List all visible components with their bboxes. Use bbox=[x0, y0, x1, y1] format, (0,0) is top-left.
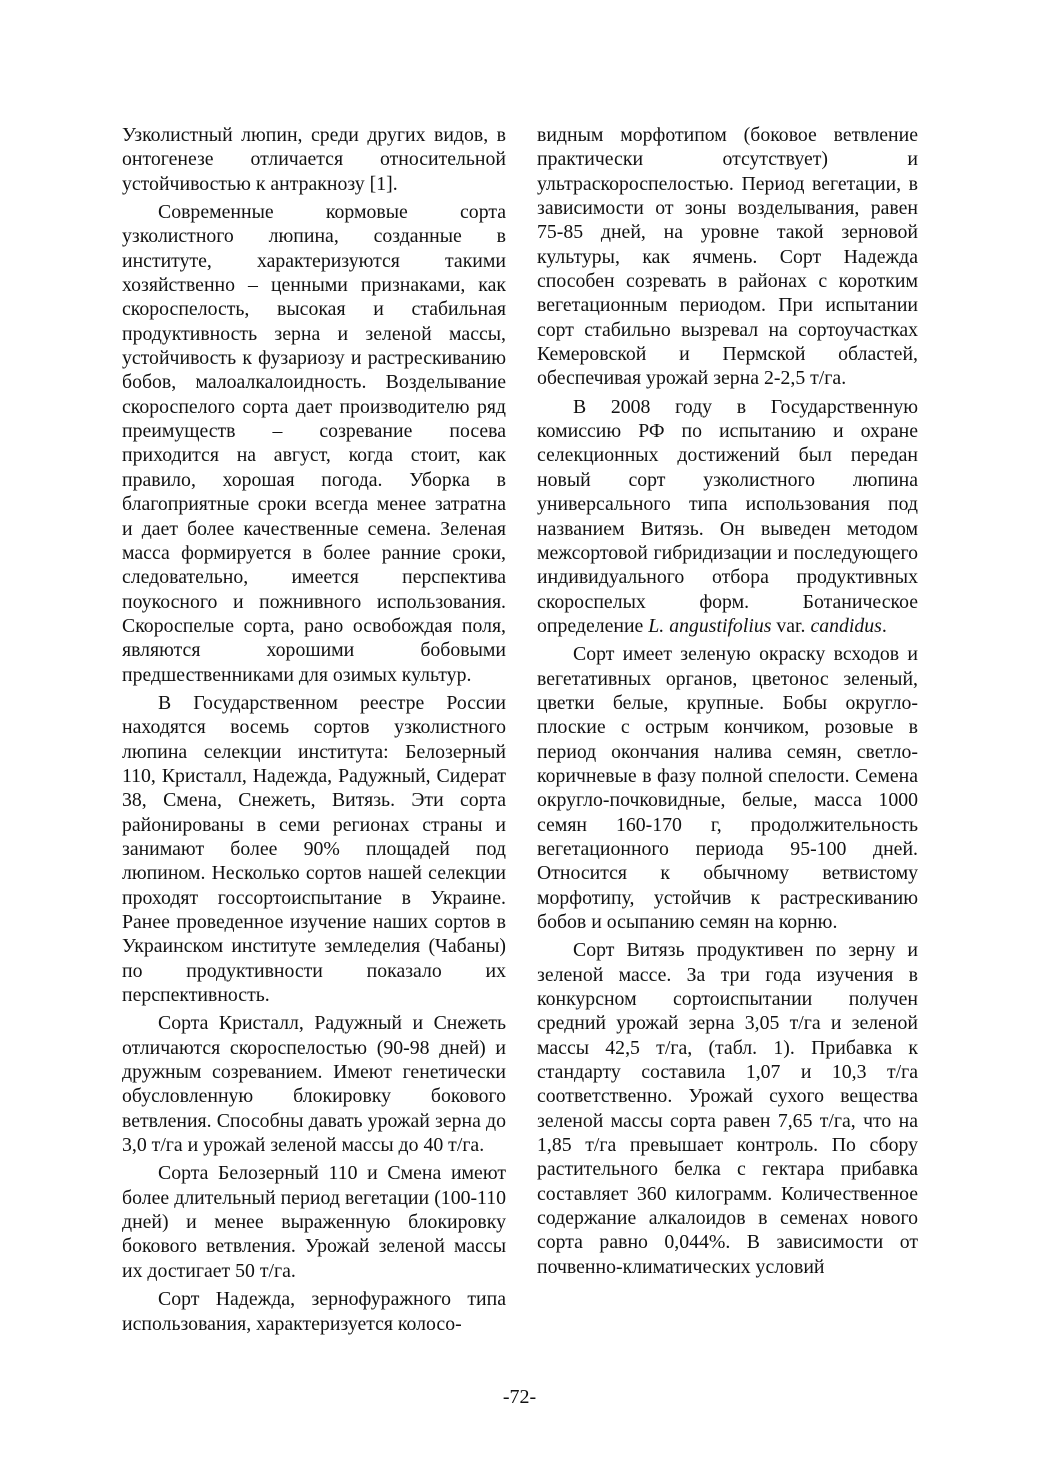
paragraph: Узколистный люпин, среди других видов, в онтогенезе отличается относительной устойчивостью к антракнозу [1]. bbox=[122, 124, 506, 195]
paragraph: Сорт имеет зеленую окраску всходов и вегетативных органов, цветонос зеленый, цветки белые, крупные. Бобы округло-плоские с острым кончиком, розовые в период окончания налива семян, светло-коричневые в фазу полной спелости. Семена округло-почковидные, белые, масса 1000 семян 160-170 г, продолжительность вегетационного периода 95-100 дней. Относится к обычному ветвистому морфотипу, устойчив к растрескиванию бобов и осыпанию семян на корню. bbox=[537, 643, 918, 933]
paragraph: Сорта Белозерный 110 и Смена имеют более длительный период вегетации (100-110 дней) и менее выраженную блокировку бокового ветвления. Урожай зеленой массы их достигает 50 т/га. bbox=[122, 1162, 506, 1282]
paragraph: В Государственном реестре России находятся восемь сортов узколистного люпина селекции института: Белозерный 110, Кристалл, Надежда, Радужный, Сидерат 38, Смена, Снежеть, Витязь. Эти сорта районированы в семи регионах страны и занимают более 90% площадей под люпином. Несколько сортов нашей селекции проходят госсортоиспытание в Украине. Ранее проведенное изучение наших сортов в Украинском институте земледелия (Чабаны) по продуктивности показало их перспективность. bbox=[122, 691, 506, 1007]
paragraph: Сорта Кристалл, Радужный и Снежеть отличаются скороспелостью (90-98 дней) и дружным созреванием. Имеют генетически обусловленную блокировку бокового ветвления. Способны давать урожай зерна до 3,0 т/га и урожай зеленой массы до 40 т/га. bbox=[122, 1012, 506, 1157]
right-text-column bbox=[537, 123, 918, 1279]
paragraph: В 2008 году в Государственную комиссию РФ по испытанию и охране селекционных достижений был передан новый сорт узколистного люпина универсального типа использования под названием Витязь. Он выведен методом межсортовой гибридизации и последующего индивидуального отбора продуктивных скороспелых форм. Ботаническое определение L. angustifolius var. candidus. bbox=[537, 395, 918, 637]
paragraph: Сорт Надежда, зернофуражного типа использования, характеризуется колосо- bbox=[122, 1288, 506, 1335]
variety-abbreviation: var. bbox=[776, 614, 806, 637]
paragraph: Современные кормовые сорта узколистного люпина, созданные в институте, характеризуются такими хозяйственно – ценными признаками, как скороспелость, высокая и стабильная продуктивность зерна и зеленой массы, устойчивость к фузариозу и растрескиванию бобов, малоалкалоидность. Возделывание скороспелого сорта дает производителю ряд преимуществ – созревание посева приходится на август, когда стоит, как правило, хорошая погода. Уборка в благоприятные сроки всегда менее затратна и дает более качественные семена. Зеленая масса формируется в более ранние сроки, следовательно, имеется перспектива поукосного и пожнивного использования. Скороспелые сорта, рано освобождая поля, являются хорошими бобовыми предшественниками для озимых культур. bbox=[122, 201, 506, 686]
latin-species-name: L. angustifolius bbox=[648, 614, 772, 637]
latin-variety-name: candidus bbox=[810, 614, 882, 637]
paragraph: Сорт Витязь продуктивен по зерну и зеленой массе. За три года изучения в конкурсном сортоиспытании получен средний урожай зерна 3,05 т/га и зеленой массы 42,5 т/га, (табл. 1). Прибавка к стандарту составила 1,07 и 10,3 т/га соответственно. Урожай сухого вещества зеленой массы сорта равен 7,65 т/га, что на 1,85 т/га превышает контроль. По сбору растительного белка с гектара прибавка составляет 360 килограмм. Количественное содержание алкалоидов в семенах нового сорта равно 0,044%. В зависимости от почвенно-климатических условий bbox=[537, 939, 918, 1278]
paragraph: видным морфотипом (боковое ветвление практически отсутствует) и ультраскороспелостью. Период вегетации, в зависимости от зоны возделывания, равен 75-85 дней, на уровне такой зерновой культуры, как ячмень. Сорт Надежда способен созревать в районах с коротким вегетационным периодом. При испытании сорт стабильно вызревал на сортоучастках Кемеровской и Пермской областей, обеспечивая урожай зерна 2-2,5 т/га. bbox=[537, 124, 918, 390]
left-text-column bbox=[122, 123, 506, 1336]
page-number: -72- bbox=[502, 1386, 537, 1408]
paragraph-text: В 2008 году в Государственную комиссию РФ по испытанию и охране селекционных достижений был передан новый сорт узколистного люпина универсального типа использования под названием Витязь. Он выведен методом межсортовой гибридизации и последующего индивидуального отбора продуктивных скороспелых форм. Ботаническое определение bbox=[537, 395, 918, 637]
